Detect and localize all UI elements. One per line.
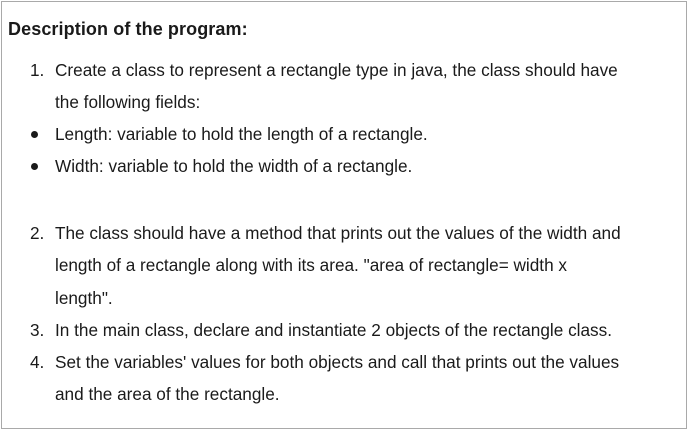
list-number-2: 2. <box>30 223 45 243</box>
list-item-2-line-3: length". <box>55 288 113 308</box>
list-number-3: 3. <box>30 320 45 340</box>
list-item-2-line-2: length of a rectangle along with its area. "area of rectangle= width x <box>55 255 568 275</box>
page-title: Description of the program: <box>8 19 248 39</box>
bullet-item-length-text: Length: variable to hold the length of a rectangle. <box>55 124 428 144</box>
list-number-1: 1. <box>30 60 45 80</box>
list-item-4-line-2: and the area of the rectangle. <box>55 384 280 404</box>
list-item-1-line-1: Create a class to represent a rectangle type in java, the class should have <box>55 60 618 80</box>
list-item-4-line-1: Set the variables' values for both objects and call that prints out the values <box>55 352 620 372</box>
bullet-icon <box>31 163 38 170</box>
list-item-1-line-2: the following fields: <box>55 92 201 112</box>
list-item-2-line-1: The class should have a method that prints out the values of the width and <box>55 223 621 243</box>
list-item-3-line-1: In the main class, declare and instantiate 2 objects of the rectangle class. <box>55 320 612 340</box>
bullet-icon <box>31 131 38 138</box>
description-box <box>1 1 687 429</box>
list-number-4: 4. <box>30 352 45 372</box>
bullet-item-width-text: Width: variable to hold the width of a rectangle. <box>55 156 413 176</box>
